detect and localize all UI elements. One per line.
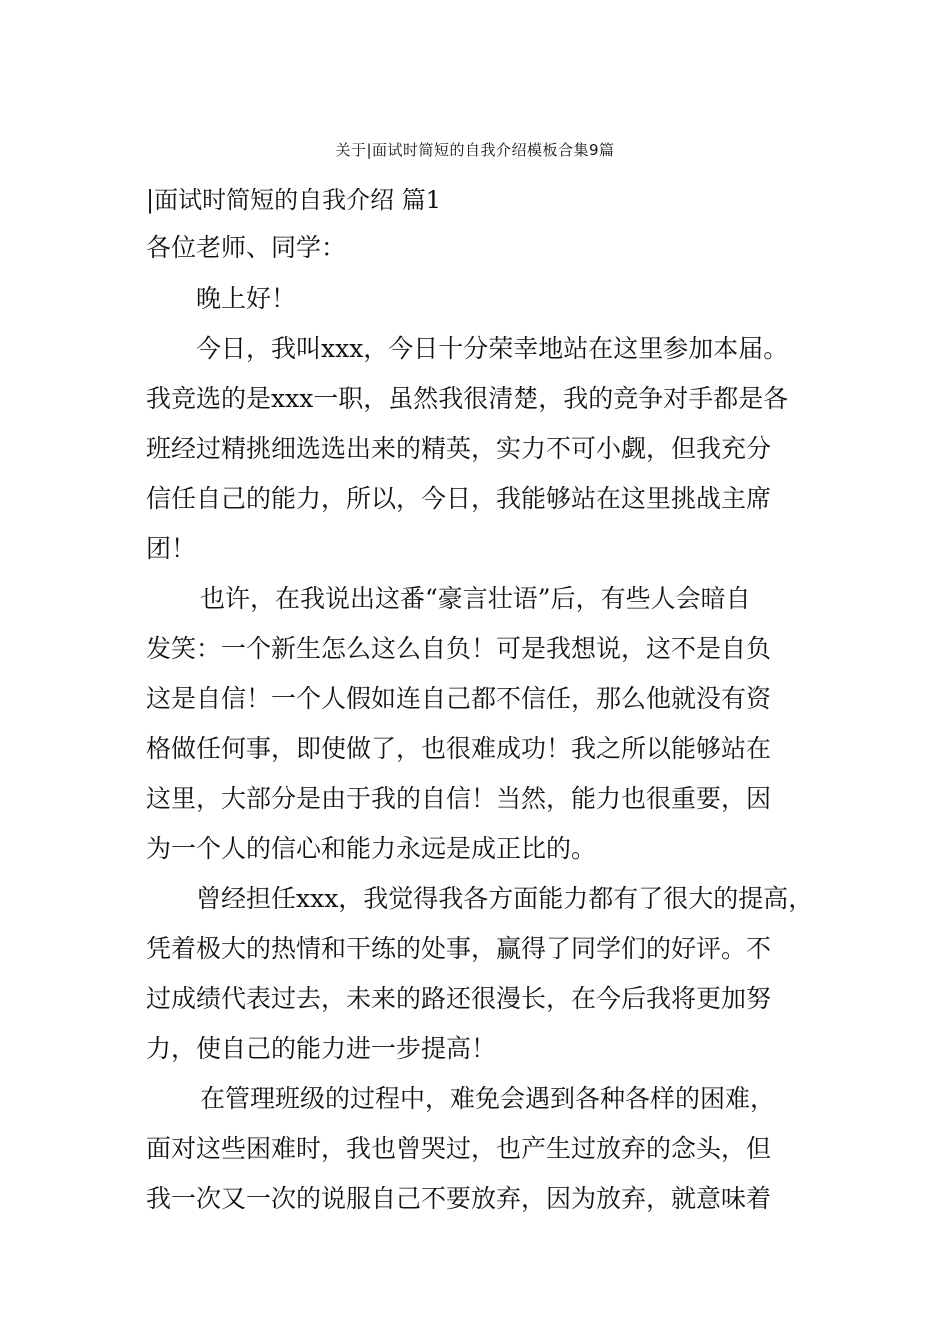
document-title: 关于|面试时简短的自我介绍模板合集9篇 <box>335 141 615 159</box>
paragraph-line: 也许，在我说出这番“豪言壮语”后，有些人会暗自 <box>200 584 751 613</box>
paragraph-line: 班经过精挑细选选出来的精英，实力不可小觑，但我充分 <box>146 434 772 463</box>
paragraph-line: 过成绩代表过去，未来的路还很漫长，在今后我将更加努 <box>146 984 772 1013</box>
paragraph-line: 曾经担任xxx，我觉得我各方面能力都有了很大的提高， <box>196 884 814 913</box>
salutation-line: 晚上好！ <box>196 284 297 313</box>
paragraph-line: 我竞选的是xxx一职，虽然我很清楚，我的竞争对手都是各 <box>146 384 789 413</box>
paragraph-line: 力，使自己的能力进一步提高！ <box>146 1034 497 1063</box>
paragraph-line: 发笑：一个新生怎么这么自负！可是我想说，这不是自负 <box>146 634 772 663</box>
paragraph-line: 这里，大部分是由于我的自信！当然，能力也很重要，因 <box>146 784 772 813</box>
paragraph-line: 这是自信！一个人假如连自己都不信任，那么他就没有资 <box>146 684 772 713</box>
paragraph-line: 我一次又一次的说服自己不要放弃，因为放弃，就意味着 <box>146 1184 772 1213</box>
paragraph-line: 面对这些困难时，我也曾哭过，也产生过放弃的念头，但 <box>146 1134 772 1163</box>
paragraph-line: 信任自己的能力，所以，今日，我能够站在这里挑战主席 <box>146 484 772 513</box>
greeting-line: 各位老师、同学： <box>146 233 347 262</box>
paragraph-line: 今日，我叫xxx，今日十分荣幸地站在这里参加本届。 <box>196 334 789 363</box>
section-heading: |面试时简短的自我介绍 篇1 <box>146 186 441 214</box>
paragraph-line: 为一个人的信心和能力永远是成正比的。 <box>146 834 597 863</box>
paragraph-line: 凭着极大的热情和干练的处事，赢得了同学们的好评。不 <box>146 934 772 963</box>
paragraph-line: 在管理班级的过程中，难免会遇到各种各样的困难， <box>200 1084 776 1113</box>
paragraph-line: 团！ <box>146 534 197 563</box>
paragraph-line: 格做任何事，即使做了，也很难成功！我之所以能够站在 <box>146 734 772 763</box>
